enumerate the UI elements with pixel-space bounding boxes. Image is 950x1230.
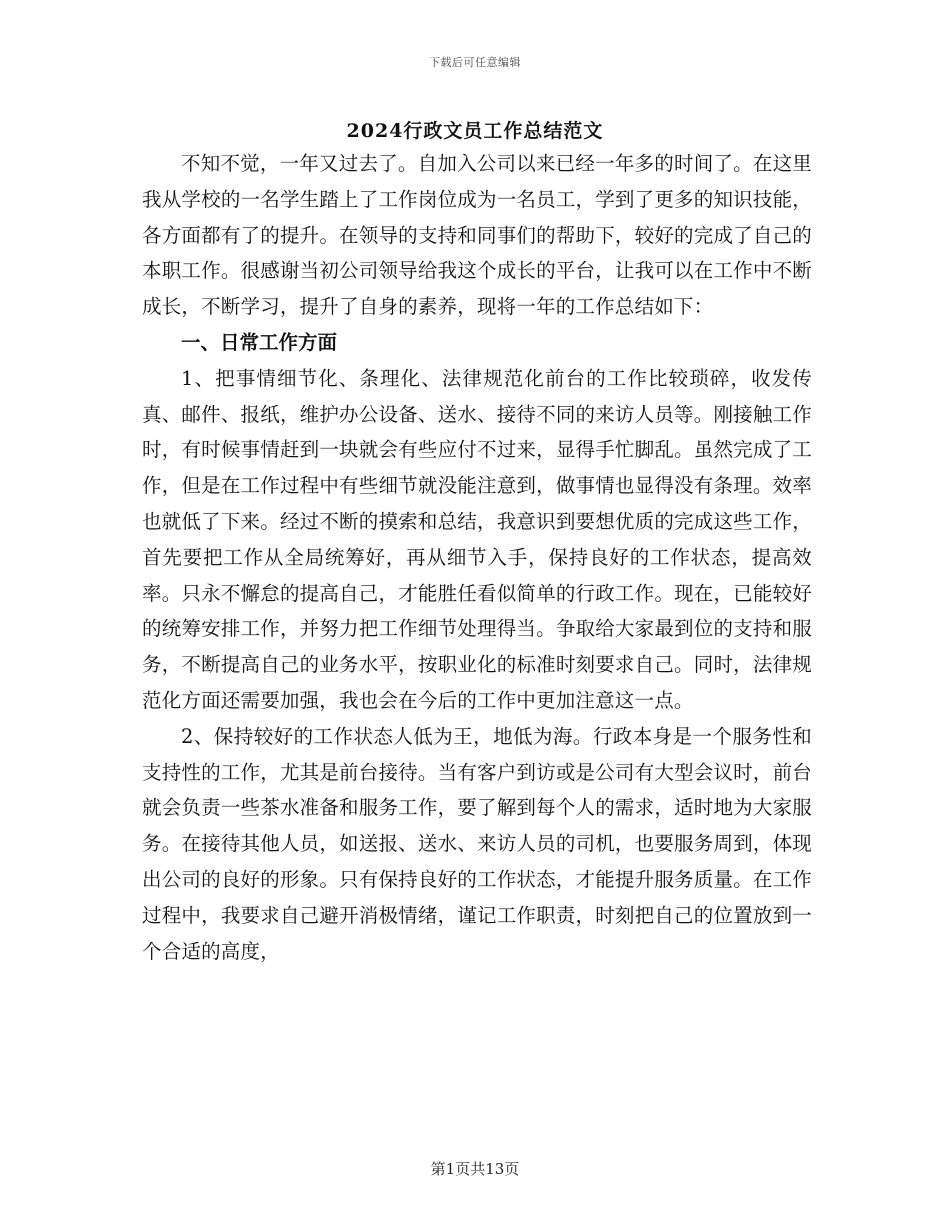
section-heading-daily-work: 一、日常工作方面	[181, 330, 338, 354]
header-note: 下载后可任意编辑	[429, 56, 521, 69]
intro-paragraph: 不知不觉，一年又过去了。自加入公司以来已经一年多的时间了。在这里我从学校的一名学生踏上了工作岗位成为一名员工，学到了更多的知识技能，各方面都有了的提升。在领导的支持和同事们的帮助下，较好的完成了自己的本职工作。很感谢当初公司领导给我这个成长的平台，让我可以在工作中不断成长，不断学习，提升了自身的素养，现将一年的工作总结如下：	[142, 152, 812, 319]
document-body	[142, 146, 812, 969]
item-1-paragraph: 1、把事情细节化、条理化、法律规范化前台的工作比较琐碎，收发传真、邮件、报纸，维护办公设备、送水、接待不同的来访人员等。刚接触工作时，有时候事情赶到一块就会有些应付不过来，显得手忙脚乱。虽然完成了工作，但是在工作过程中有些细节就没能注意到，做事情也显得没有条理。效率也就低了下来。经过不断的摸索和总结，我意识到要想优质的完成这些工作，首先要把工作从全局统筹好，再从细节入手，保持良好的工作状态，提高效率。只永不懈怠的提高自己，才能胜任看似简单的行政工作。现在，已能较好的统筹安排工作，并努力把工作细节处理得当。争取给大家最到位的支持和服务，不断提高自己的业务水平，按职业化的标准时刻要求自己。同时，法律规范化方面还需要加强，我也会在今后的工作中更加注意这一点。	[142, 366, 812, 712]
item-2-paragraph: 2、保持较好的工作状态人低为王，地低为海。行政本身是一个服务性和支持性的工作，尤其是前台接待。当有客户到访或是公司有大型会议时，前台就会负责一些茶水准备和服务工作，要了解到每个人的需求，适时地为大家服务。在接待其他人员，如送报、送水、来访人员的司机，也要服务周到，体现出公司的良好的形象。只有保持良好的工作状态，才能提升服务质量。在工作过程中，我要求自己避开消极情绪，谨记工作职责，时刻把自己的位置放到一个合适的高度，	[142, 724, 812, 963]
page-number: 第1页共13页	[430, 1160, 520, 1178]
document-title: 2024行政文员工作总结范文	[346, 120, 604, 142]
